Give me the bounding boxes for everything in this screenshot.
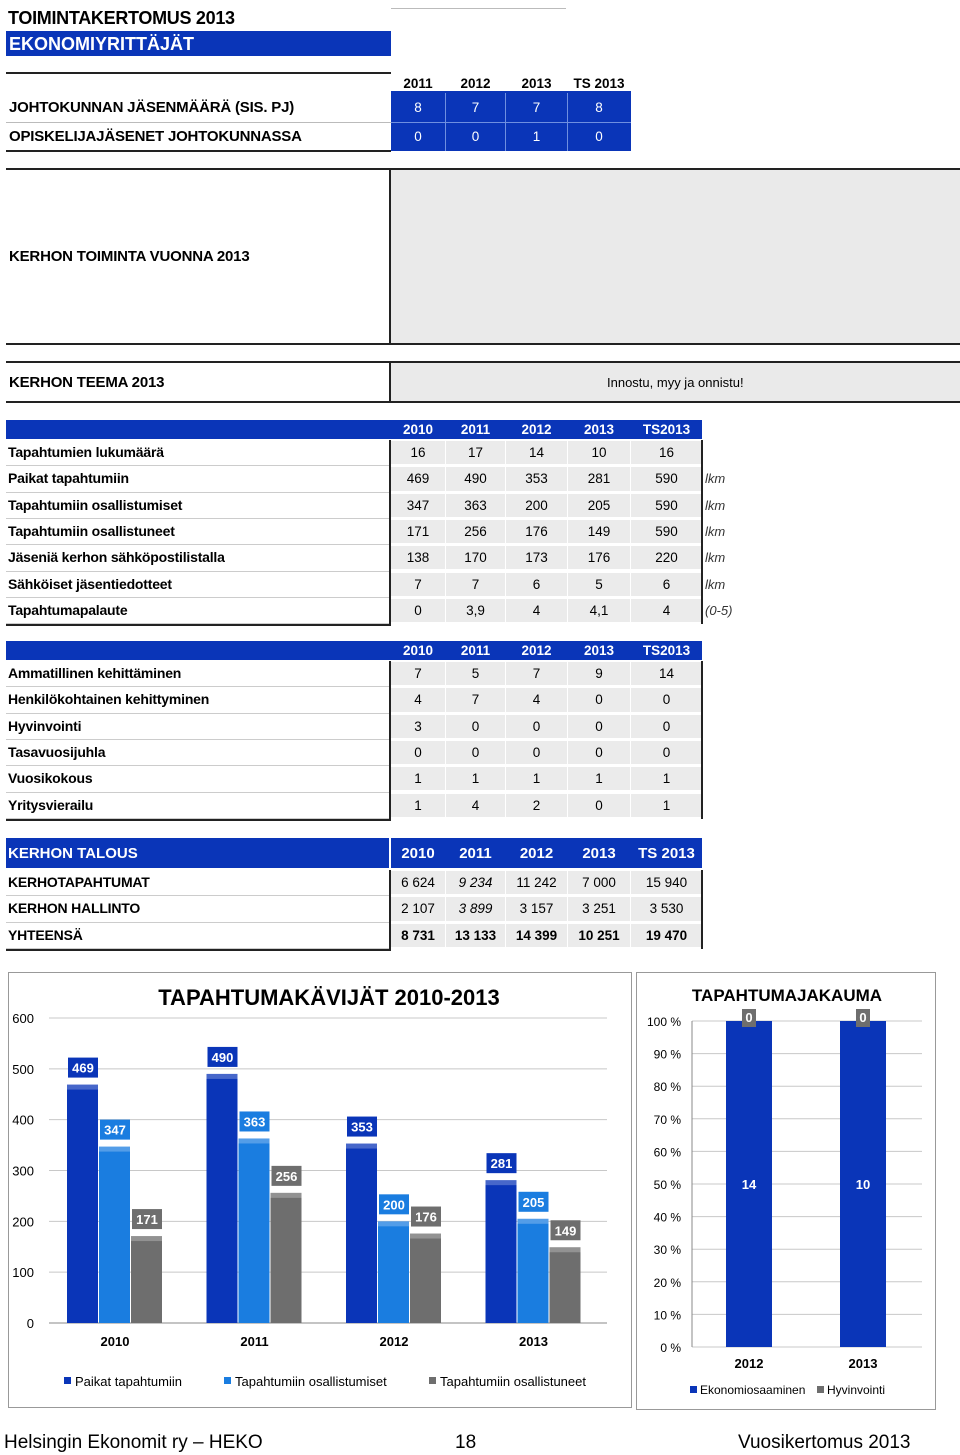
events-row-divider — [6, 597, 391, 598]
y-tick-label: 60 % — [653, 1145, 681, 1160]
x-tick-label: 2011 — [240, 1334, 269, 1349]
categories-value: 14 — [631, 662, 702, 685]
events-value: 173 — [506, 546, 567, 569]
categories-value: 0 — [568, 688, 630, 711]
categories-value: 0 — [631, 741, 702, 764]
activity-label: KERHON TOIMINTA VUONNA 2013 — [9, 248, 250, 265]
finance-row-divider — [6, 922, 391, 923]
events-row-divider — [6, 571, 391, 572]
events-value: 16 — [391, 441, 445, 464]
legend-label: Tapahtumiin osallistuneet — [440, 1374, 586, 1389]
categories-value: 7 — [446, 688, 505, 711]
finance-value: 10 251 — [568, 924, 630, 947]
theme-value: Innostu, myy ja onnistu! — [607, 375, 744, 390]
board-value: 1 — [532, 129, 541, 144]
legend-swatch — [429, 1377, 436, 1384]
categories-value: 0 — [568, 715, 630, 738]
y-tick-label: 300 — [12, 1163, 34, 1179]
events-year: TS2013 — [642, 422, 691, 437]
events-value: 17 — [446, 441, 505, 464]
categories-value: 2 — [506, 794, 567, 817]
events-row-label: Paikat tapahtumiin — [8, 470, 129, 487]
bar — [410, 1234, 441, 1323]
y-tick-label: 500 — [12, 1061, 34, 1077]
data-label: 176 — [415, 1209, 437, 1225]
events-value: 347 — [391, 494, 445, 517]
categories-value: 0 — [506, 715, 567, 738]
events-row-label: Tapahtumiin osallistuneet — [8, 522, 175, 539]
events-value: 149 — [568, 520, 630, 543]
events-unit: (0-5) — [705, 602, 733, 618]
categories-value: 9 — [568, 662, 630, 685]
bar-highlight — [410, 1234, 441, 1239]
y-tick-label: 0 — [26, 1316, 34, 1331]
finance-vertical-line — [389, 870, 391, 949]
events-row-label: Jäseniä kerhon sähköpostilistalla — [8, 549, 225, 566]
y-tick-label: 10 % — [653, 1308, 681, 1323]
finance-value: 3 251 — [568, 897, 630, 920]
categories-value: 1 — [391, 767, 445, 790]
finance-value: 3 530 — [631, 897, 702, 920]
events-value: 170 — [446, 546, 505, 569]
categories-row-label: Henkilökohtainen kehittyminen — [8, 691, 210, 708]
categories-bottom-line — [6, 819, 391, 821]
board-value: 0 — [595, 129, 603, 144]
categories-year: TS2013 — [642, 643, 691, 658]
categories-vertical-line — [389, 661, 391, 819]
y-tick-label: 40 % — [653, 1210, 681, 1225]
events-year: 2013 — [583, 422, 615, 437]
data-label: 353 — [351, 1119, 373, 1135]
finance-row-label: KERHOTAPAHTUMAT — [8, 874, 150, 890]
finance-value: 14 399 — [506, 924, 567, 947]
finance-value: 15 940 — [631, 871, 702, 894]
bar — [346, 1144, 377, 1323]
board-row-label: JOHTOKUNNAN JÄSENMÄÄRÄ (SIS. PJ) — [9, 99, 295, 116]
divider — [6, 72, 391, 74]
events-value: 10 — [568, 441, 630, 464]
bar-highlight — [207, 1074, 238, 1079]
data-label: 0 — [745, 1010, 753, 1025]
y-tick-label: 100 % — [646, 1015, 681, 1029]
events-value: 590 — [631, 520, 702, 543]
visitors-chart — [8, 972, 632, 1408]
categories-year: 2012 — [521, 643, 552, 658]
finance-value: 2 107 — [391, 897, 445, 920]
bar — [271, 1193, 302, 1323]
categories-row-label: Hyvinvointi — [8, 717, 82, 734]
categories-row-divider — [6, 686, 391, 687]
events-value: 176 — [506, 520, 567, 543]
board-row-label: OPISKELIJAJÄSENET JOHTOKUNNASSA — [9, 128, 302, 145]
data-label: 205 — [522, 1194, 545, 1210]
categories-value: 0 — [568, 794, 630, 817]
x-tick-label: 2013 — [519, 1334, 548, 1349]
distribution-chart-svg — [637, 973, 935, 1409]
categories-value: 7 — [506, 662, 567, 685]
events-row-divider — [6, 518, 391, 519]
y-tick-label: 400 — [12, 1112, 34, 1128]
events-row-label: Tapahtumapalaute — [8, 601, 128, 618]
categories-value: 4 — [391, 688, 445, 711]
events-value: 590 — [631, 467, 702, 490]
theme-label: KERHON TEEMA 2013 — [9, 374, 165, 391]
categories-value: 0 — [446, 715, 505, 738]
bar — [99, 1147, 130, 1323]
events-value: 7 — [446, 573, 505, 596]
events-value: 16 — [631, 441, 702, 464]
finance-value: 19 470 — [631, 924, 702, 947]
report-title: TOIMINTAKERTOMUS 2013 — [8, 8, 235, 28]
events-unit: lkm — [705, 576, 726, 592]
categories-row-label: Tasavuosijuhla — [8, 743, 106, 760]
categories-row-label: Yritysvierailu — [8, 796, 94, 813]
events-value: 220 — [631, 546, 702, 569]
x-tick-label: 2012 — [379, 1334, 409, 1349]
bar-highlight — [550, 1247, 581, 1252]
bar-highlight — [486, 1180, 517, 1185]
y-tick-label: 20 % — [653, 1275, 681, 1290]
data-label: 14 — [741, 1177, 757, 1192]
events-year: 2011 — [460, 422, 491, 437]
distribution-chart — [636, 972, 936, 1410]
events-value: 200 — [506, 494, 567, 517]
board-value: 8 — [414, 100, 422, 115]
events-value: 138 — [391, 546, 445, 569]
categories-row-divider — [6, 713, 391, 714]
events-vertical-line — [389, 440, 391, 624]
y-tick-label: 30 % — [653, 1243, 681, 1258]
events-value: 5 — [568, 573, 630, 596]
events-row-label: Tapahtumiin osallistumiset — [8, 496, 183, 513]
bar-highlight — [239, 1138, 270, 1143]
bar-highlight — [271, 1193, 302, 1198]
events-bottom-line — [6, 624, 391, 626]
footer-organization: Helsingin Ekonomit ry – HEKO — [4, 1432, 263, 1453]
events-value: 4 — [506, 599, 567, 622]
y-tick-label: 600 — [12, 1011, 34, 1026]
events-value: 3,9 — [446, 599, 505, 622]
categories-value: 0 — [446, 741, 505, 764]
finance-row-divider — [6, 895, 391, 896]
bar — [131, 1236, 162, 1323]
data-label: 200 — [383, 1197, 405, 1213]
categories-value: 5 — [446, 662, 505, 685]
finance-bottom-line — [6, 949, 391, 951]
categories-vertical-line — [701, 661, 703, 819]
visitors-chart-svg — [9, 973, 631, 1407]
events-value: 171 — [391, 520, 445, 543]
grid-line — [391, 8, 566, 9]
categories-row-label: Vuosikokous — [8, 770, 93, 787]
x-tick-label: 2013 — [848, 1356, 878, 1371]
y-tick-label: 0 % — [660, 1341, 681, 1355]
categories-value: 0 — [631, 688, 702, 711]
data-label: 363 — [243, 1114, 266, 1130]
finance-row-label: KERHON HALLINTO — [8, 900, 141, 917]
events-unit: lkm — [705, 523, 726, 539]
data-label: 0 — [859, 1010, 867, 1025]
legend-label: Paikat tapahtumiin — [75, 1374, 182, 1389]
finance-value: 13 133 — [446, 924, 505, 947]
board-value: 0 — [471, 129, 480, 144]
report-subtitle: EKONOMIYRITTÄJÄT — [9, 34, 195, 54]
finance-year: 2012 — [519, 845, 554, 862]
legend-swatch — [690, 1386, 697, 1393]
events-row-label: Tapahtumien lukumäärä — [8, 444, 164, 460]
activity-text-area — [391, 170, 960, 344]
categories-value: 3 — [391, 715, 445, 738]
bar-highlight — [346, 1144, 377, 1149]
categories-value: 1 — [631, 767, 702, 790]
legend-swatch — [224, 1377, 231, 1384]
data-label: 490 — [211, 1049, 234, 1065]
finance-value: 9 234 — [446, 871, 505, 894]
bar — [378, 1221, 409, 1323]
events-value: 490 — [446, 467, 505, 490]
events-value: 590 — [631, 494, 702, 517]
categories-value: 0 — [631, 715, 702, 738]
finance-year: 2013 — [582, 845, 616, 862]
categories-value: 1 — [391, 794, 445, 817]
data-label: 469 — [72, 1060, 94, 1076]
board-year: 2011 — [403, 76, 433, 91]
y-tick-label: 70 % — [653, 1112, 681, 1127]
finance-value: 6 624 — [391, 871, 445, 894]
legend-swatch — [817, 1386, 824, 1393]
categories-year: 2013 — [583, 643, 615, 658]
finance-vertical-line — [701, 870, 703, 949]
categories-value: 1 — [568, 767, 630, 790]
finance-year: 2010 — [401, 845, 435, 862]
categories-value: 0 — [568, 741, 630, 764]
data-label: 281 — [490, 1156, 513, 1172]
events-row-divider — [6, 492, 391, 493]
categories-row-divider — [6, 765, 391, 766]
categories-year: 2011 — [460, 643, 491, 658]
events-value: 14 — [506, 441, 567, 464]
bar — [239, 1138, 270, 1323]
categories-year: 2010 — [402, 643, 434, 658]
events-value: 363 — [446, 494, 505, 517]
events-value: 281 — [568, 467, 630, 490]
bar-highlight — [131, 1236, 162, 1241]
finance-value: 8 731 — [391, 924, 445, 947]
events-value: 469 — [391, 467, 445, 490]
categories-row-divider — [6, 739, 391, 740]
footer-page-number: 18 — [455, 1432, 477, 1453]
x-tick-label: 2012 — [734, 1356, 764, 1371]
events-unit: lkm — [705, 550, 726, 566]
y-tick-label: 100 — [12, 1265, 34, 1281]
finance-value: 3 157 — [506, 897, 567, 920]
events-row-label: Sähköiset jäsentiedotteet — [8, 575, 172, 592]
events-value: 176 — [568, 546, 630, 569]
events-value: 353 — [506, 467, 567, 490]
data-label: 256 — [275, 1168, 298, 1184]
categories-value: 4 — [446, 794, 505, 817]
categories-value: 4 — [506, 688, 567, 711]
finance-year: 2011 — [459, 845, 492, 862]
data-label: 171 — [136, 1212, 158, 1228]
chart-title: TAPAHTUMAKÄVIJÄT 2010-2013 — [158, 985, 500, 1010]
board-year: 2013 — [521, 76, 552, 91]
bar — [518, 1219, 549, 1323]
y-tick-label: 50 % — [653, 1178, 681, 1192]
y-tick-label: 80 % — [653, 1080, 681, 1095]
events-value: 6 — [631, 573, 702, 596]
categories-value: 0 — [506, 741, 567, 764]
bar-highlight — [518, 1219, 549, 1224]
events-value: 4 — [631, 599, 702, 622]
finance-label: KERHON TALOUS — [8, 845, 138, 862]
legend-swatch — [64, 1377, 71, 1384]
bar — [486, 1180, 517, 1323]
events-unit: lkm — [705, 471, 726, 487]
finance-row-label: YHTEENSÄ — [8, 926, 83, 943]
data-label: 347 — [104, 1122, 126, 1138]
events-year: 2010 — [402, 422, 434, 437]
board-value: 7 — [471, 100, 480, 115]
bar-highlight — [378, 1221, 409, 1226]
finance-value: 11 242 — [506, 871, 567, 894]
categories-row-divider — [6, 792, 391, 793]
data-label: 149 — [554, 1223, 577, 1239]
categories-value: 0 — [391, 741, 445, 764]
footer-report-name: Vuosikertomus 2013 — [738, 1432, 911, 1453]
events-value: 0 — [391, 599, 445, 622]
events-vertical-line — [701, 440, 703, 624]
categories-value: 1 — [631, 794, 702, 817]
data-label: 10 — [855, 1177, 871, 1192]
legend-label: Hyvinvointi — [827, 1383, 886, 1397]
finance-value: 3 899 — [446, 897, 505, 920]
y-tick-label: 90 % — [653, 1047, 681, 1062]
categories-row-label: Ammatillinen kehittäminen — [8, 665, 182, 681]
bar-highlight — [67, 1085, 98, 1090]
board-value: 8 — [595, 100, 603, 115]
events-value: 4,1 — [568, 599, 630, 622]
board-year: 2012 — [460, 76, 491, 91]
legend-label: Ekonomiosaaminen — [700, 1383, 806, 1397]
finance-year: TS 2013 — [638, 845, 695, 862]
events-row-divider — [6, 465, 391, 466]
categories-value: 7 — [391, 662, 445, 685]
board-value: 0 — [414, 129, 422, 144]
bar — [207, 1074, 238, 1323]
y-tick-label: 200 — [12, 1214, 34, 1230]
categories-value: 1 — [506, 767, 567, 790]
legend-label: Tapahtumiin osallistumiset — [235, 1374, 387, 1389]
events-value: 7 — [391, 573, 445, 596]
chart-title: TAPAHTUMAJAKAUMA — [691, 986, 883, 1005]
finance-value: 7 000 — [568, 871, 630, 894]
bar-highlight — [99, 1147, 130, 1152]
events-value: 256 — [446, 520, 505, 543]
x-tick-label: 2010 — [100, 1334, 130, 1349]
board-value: 7 — [532, 100, 541, 115]
bar — [67, 1085, 98, 1323]
events-year: 2012 — [521, 422, 552, 437]
categories-value: 1 — [446, 767, 505, 790]
bar — [550, 1247, 581, 1323]
board-year: TS 2013 — [573, 76, 625, 91]
events-unit: lkm — [705, 497, 726, 513]
events-value: 205 — [568, 494, 630, 517]
events-row-divider — [6, 544, 391, 545]
events-value: 6 — [506, 573, 567, 596]
